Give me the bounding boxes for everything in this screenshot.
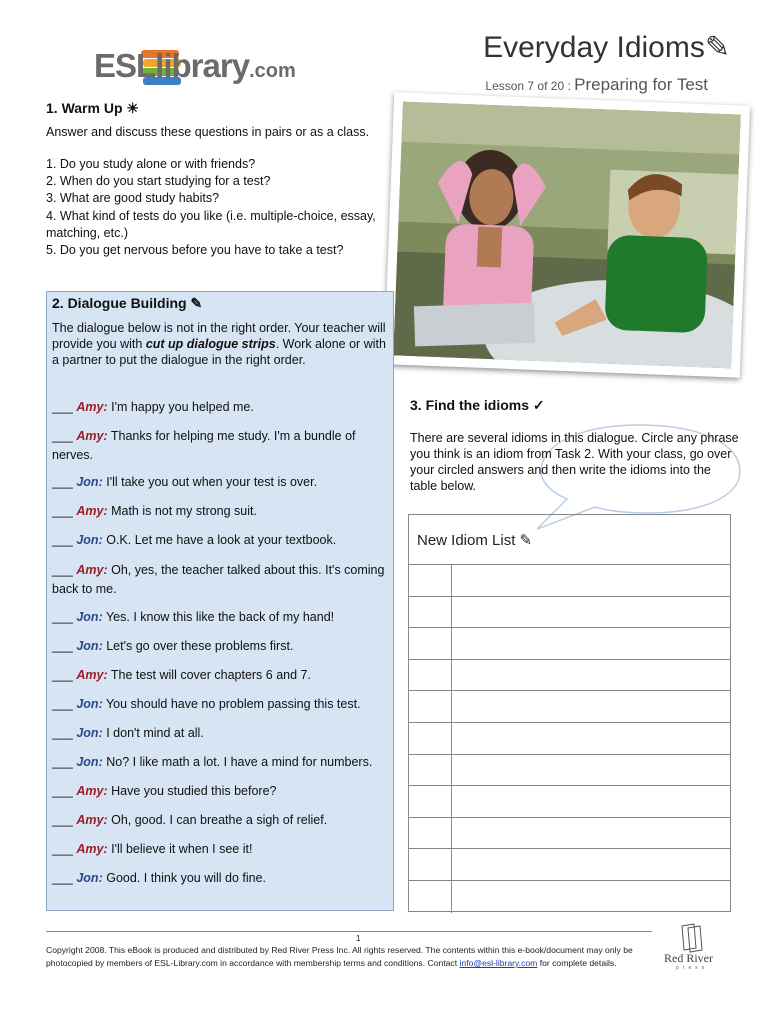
table-row[interactable] (409, 691, 730, 723)
answer-blank: ___ (52, 813, 73, 827)
speaker-label: Amy: (76, 813, 108, 827)
dialogue-text: Good. I think you will do fine. (106, 871, 267, 885)
table-row[interactable] (409, 849, 730, 881)
publisher-name: Red River (664, 951, 713, 965)
illustration-photo (384, 92, 750, 377)
find-instructions: There are several idioms in this dialogue. Circle any phrase you think is an idiom from Task 2. With your class, go over your circled answers and then write the idioms into the table below. (410, 431, 739, 493)
speaker-label: Amy: (76, 784, 108, 798)
dialogue-line (52, 502, 388, 521)
table-column-divider (451, 881, 452, 913)
idiom-table (408, 514, 731, 912)
table-row[interactable] (409, 660, 730, 692)
dialogue-line (52, 724, 388, 743)
dialogue-text: No? I like math a lot. I have a mind for numbers. (106, 755, 373, 769)
dialogue-line (52, 637, 388, 656)
page-title: Everyday Idioms✎ (483, 31, 730, 64)
dialogue-text: Oh, yes, the teacher talked about this. It's coming back to me. (52, 563, 385, 596)
dialogue-heading: 2. Dialogue Building ✎ (52, 295, 203, 311)
dialogue-text: Let's go over these problems first. (106, 639, 294, 653)
publisher-subtitle: press (676, 965, 709, 971)
dialogue-text: I'll believe it when I see it! (111, 842, 253, 856)
speaker-label: Amy: (76, 563, 108, 577)
dialogue-text: The test will cover chapters 6 and 7. (110, 668, 311, 682)
answer-blank: ___ (52, 400, 73, 414)
contact-email-link[interactable]: info@esl-library.com (459, 958, 538, 968)
dialogue-line (52, 869, 388, 888)
dialogue-text: Yes. I know this like the back of my hand! (105, 610, 335, 624)
list-item: 4. What kind of tests do you like (i.e. multiple-choice, essay, matching, etc.) (46, 208, 376, 240)
brand-logo: ESLlibrary.com (94, 47, 296, 84)
footer-divider (46, 931, 652, 932)
table-row[interactable] (409, 755, 730, 787)
idiom-table-title: New Idiom List ✎ (417, 532, 533, 549)
table-row[interactable] (409, 723, 730, 755)
speaker-label: Jon: (76, 533, 103, 547)
dialogue-line (52, 608, 388, 627)
dialogue-text: Have you studied this before? (111, 784, 277, 798)
table-row[interactable] (409, 628, 730, 660)
dialogue-line (52, 753, 388, 772)
pencil-icon: ✎ (190, 295, 203, 311)
sun-icon: ☀ (126, 100, 139, 116)
lesson-info: Lesson 7 of 20 : Preparing for Test (485, 75, 708, 94)
table-row[interactable] (409, 597, 730, 629)
find-heading: 3. Find the idioms ✓ (410, 397, 545, 413)
table-column-divider (451, 818, 452, 849)
speaker-label: Amy: (76, 842, 108, 856)
table-column-divider (451, 786, 452, 817)
table-column-divider (451, 565, 452, 596)
list-item: 1. Do you study alone or with friends? (46, 157, 256, 171)
idiom-table-header (409, 515, 730, 565)
answer-blank: ___ (52, 871, 73, 885)
speaker-label: Jon: (76, 610, 103, 624)
dialogue-text: Math is not my strong suit. (111, 504, 257, 518)
table-row[interactable] (409, 786, 730, 818)
dialogue-text: You should have no problem passing this test. (105, 697, 361, 711)
answer-blank: ___ (52, 726, 73, 740)
dialogue-text: Oh, good. I can breathe a sigh of relief. (111, 813, 328, 827)
table-row[interactable] (409, 565, 730, 597)
copyright-notice: Copyright 2008. This eBook is produced and distributed by Red River Press Inc. All rights reserved. The contents within this e-book/document may only be photocopied by members of ESL-Library.com in accordance with membership terms and conditions. Contact info@esl-library.com for complete details. (46, 945, 633, 968)
list-item: 2. When do you start studying for a test? (46, 174, 271, 189)
table-column-divider (451, 660, 452, 691)
dialogue-text: I don't mind at all. (106, 726, 204, 740)
pencil-icon: ✎ (519, 532, 533, 549)
table-column-divider (451, 849, 452, 880)
list-item: 5. Do you get nervous before you have to take a test? (46, 243, 344, 258)
dialogue-text: I'll take you out when your test is over. (106, 475, 318, 489)
answer-blank: ___ (52, 697, 73, 711)
dialogue-line (52, 782, 388, 801)
dialogue-line (52, 561, 388, 599)
checkmark-icon: ✓ (532, 397, 545, 413)
speaker-label: Jon: (76, 475, 103, 489)
table-row[interactable] (409, 881, 730, 913)
answer-blank: ___ (52, 668, 73, 682)
table-column-divider (451, 755, 452, 786)
answer-blank: ___ (52, 429, 73, 443)
dialogue-line (52, 811, 388, 830)
answer-blank: ___ (52, 504, 73, 518)
dialogue-line (52, 398, 388, 417)
speaker-label: Jon: (76, 697, 103, 711)
answer-blank: ___ (52, 563, 73, 577)
dialogue-text: Thanks for helping me study. I'm a bundle of nerves. (52, 429, 356, 462)
list-item: 3. What are good study habits? (46, 191, 220, 206)
answer-blank: ___ (52, 533, 73, 547)
dialogue-line (52, 840, 388, 859)
speaker-label: Amy: (76, 668, 108, 682)
speaker-label: Jon: (76, 639, 103, 653)
dialogue-intro: The dialogue below is not in the right order. Your teacher will provide you with cut up dialogue strips. Work alone or with a partner to put the dialogue in the right order. (52, 321, 386, 367)
speaker-label: Amy: (76, 400, 108, 414)
dialogue-line (52, 531, 388, 550)
table-column-divider (451, 723, 452, 754)
answer-blank: ___ (52, 639, 73, 653)
warmup-question-list (46, 156, 391, 259)
speaker-label: Jon: (76, 755, 103, 769)
page-number: 1 (356, 934, 361, 943)
speaker-label: Amy: (76, 429, 108, 443)
dialogue-line (52, 695, 388, 714)
dialogue-text: I'm happy you helped me. (111, 400, 254, 414)
speaker-label: Jon: (76, 871, 103, 885)
table-column-divider (451, 597, 452, 628)
dialogue-line (52, 473, 388, 492)
answer-blank: ___ (52, 755, 73, 769)
dialogue-line (52, 427, 388, 465)
answer-blank: ___ (52, 784, 73, 798)
speaker-label: Amy: (76, 504, 108, 518)
table-column-divider (451, 628, 452, 659)
table-row[interactable] (409, 818, 730, 850)
answer-blank: ___ (52, 475, 73, 489)
speaker-label: Jon: (76, 726, 103, 740)
dialogue-text: O.K. Let me have a look at your textbook. (106, 533, 337, 547)
warmup-heading: 1. Warm Up ☀ (46, 100, 139, 116)
warmup-intro: Answer and discuss these questions in pairs or as a class. (46, 125, 370, 139)
pencil-icon: ✎ (704, 31, 730, 64)
answer-blank: ___ (52, 610, 73, 624)
answer-blank: ___ (52, 842, 73, 856)
dialogue-line (52, 666, 388, 685)
table-column-divider (451, 691, 452, 722)
